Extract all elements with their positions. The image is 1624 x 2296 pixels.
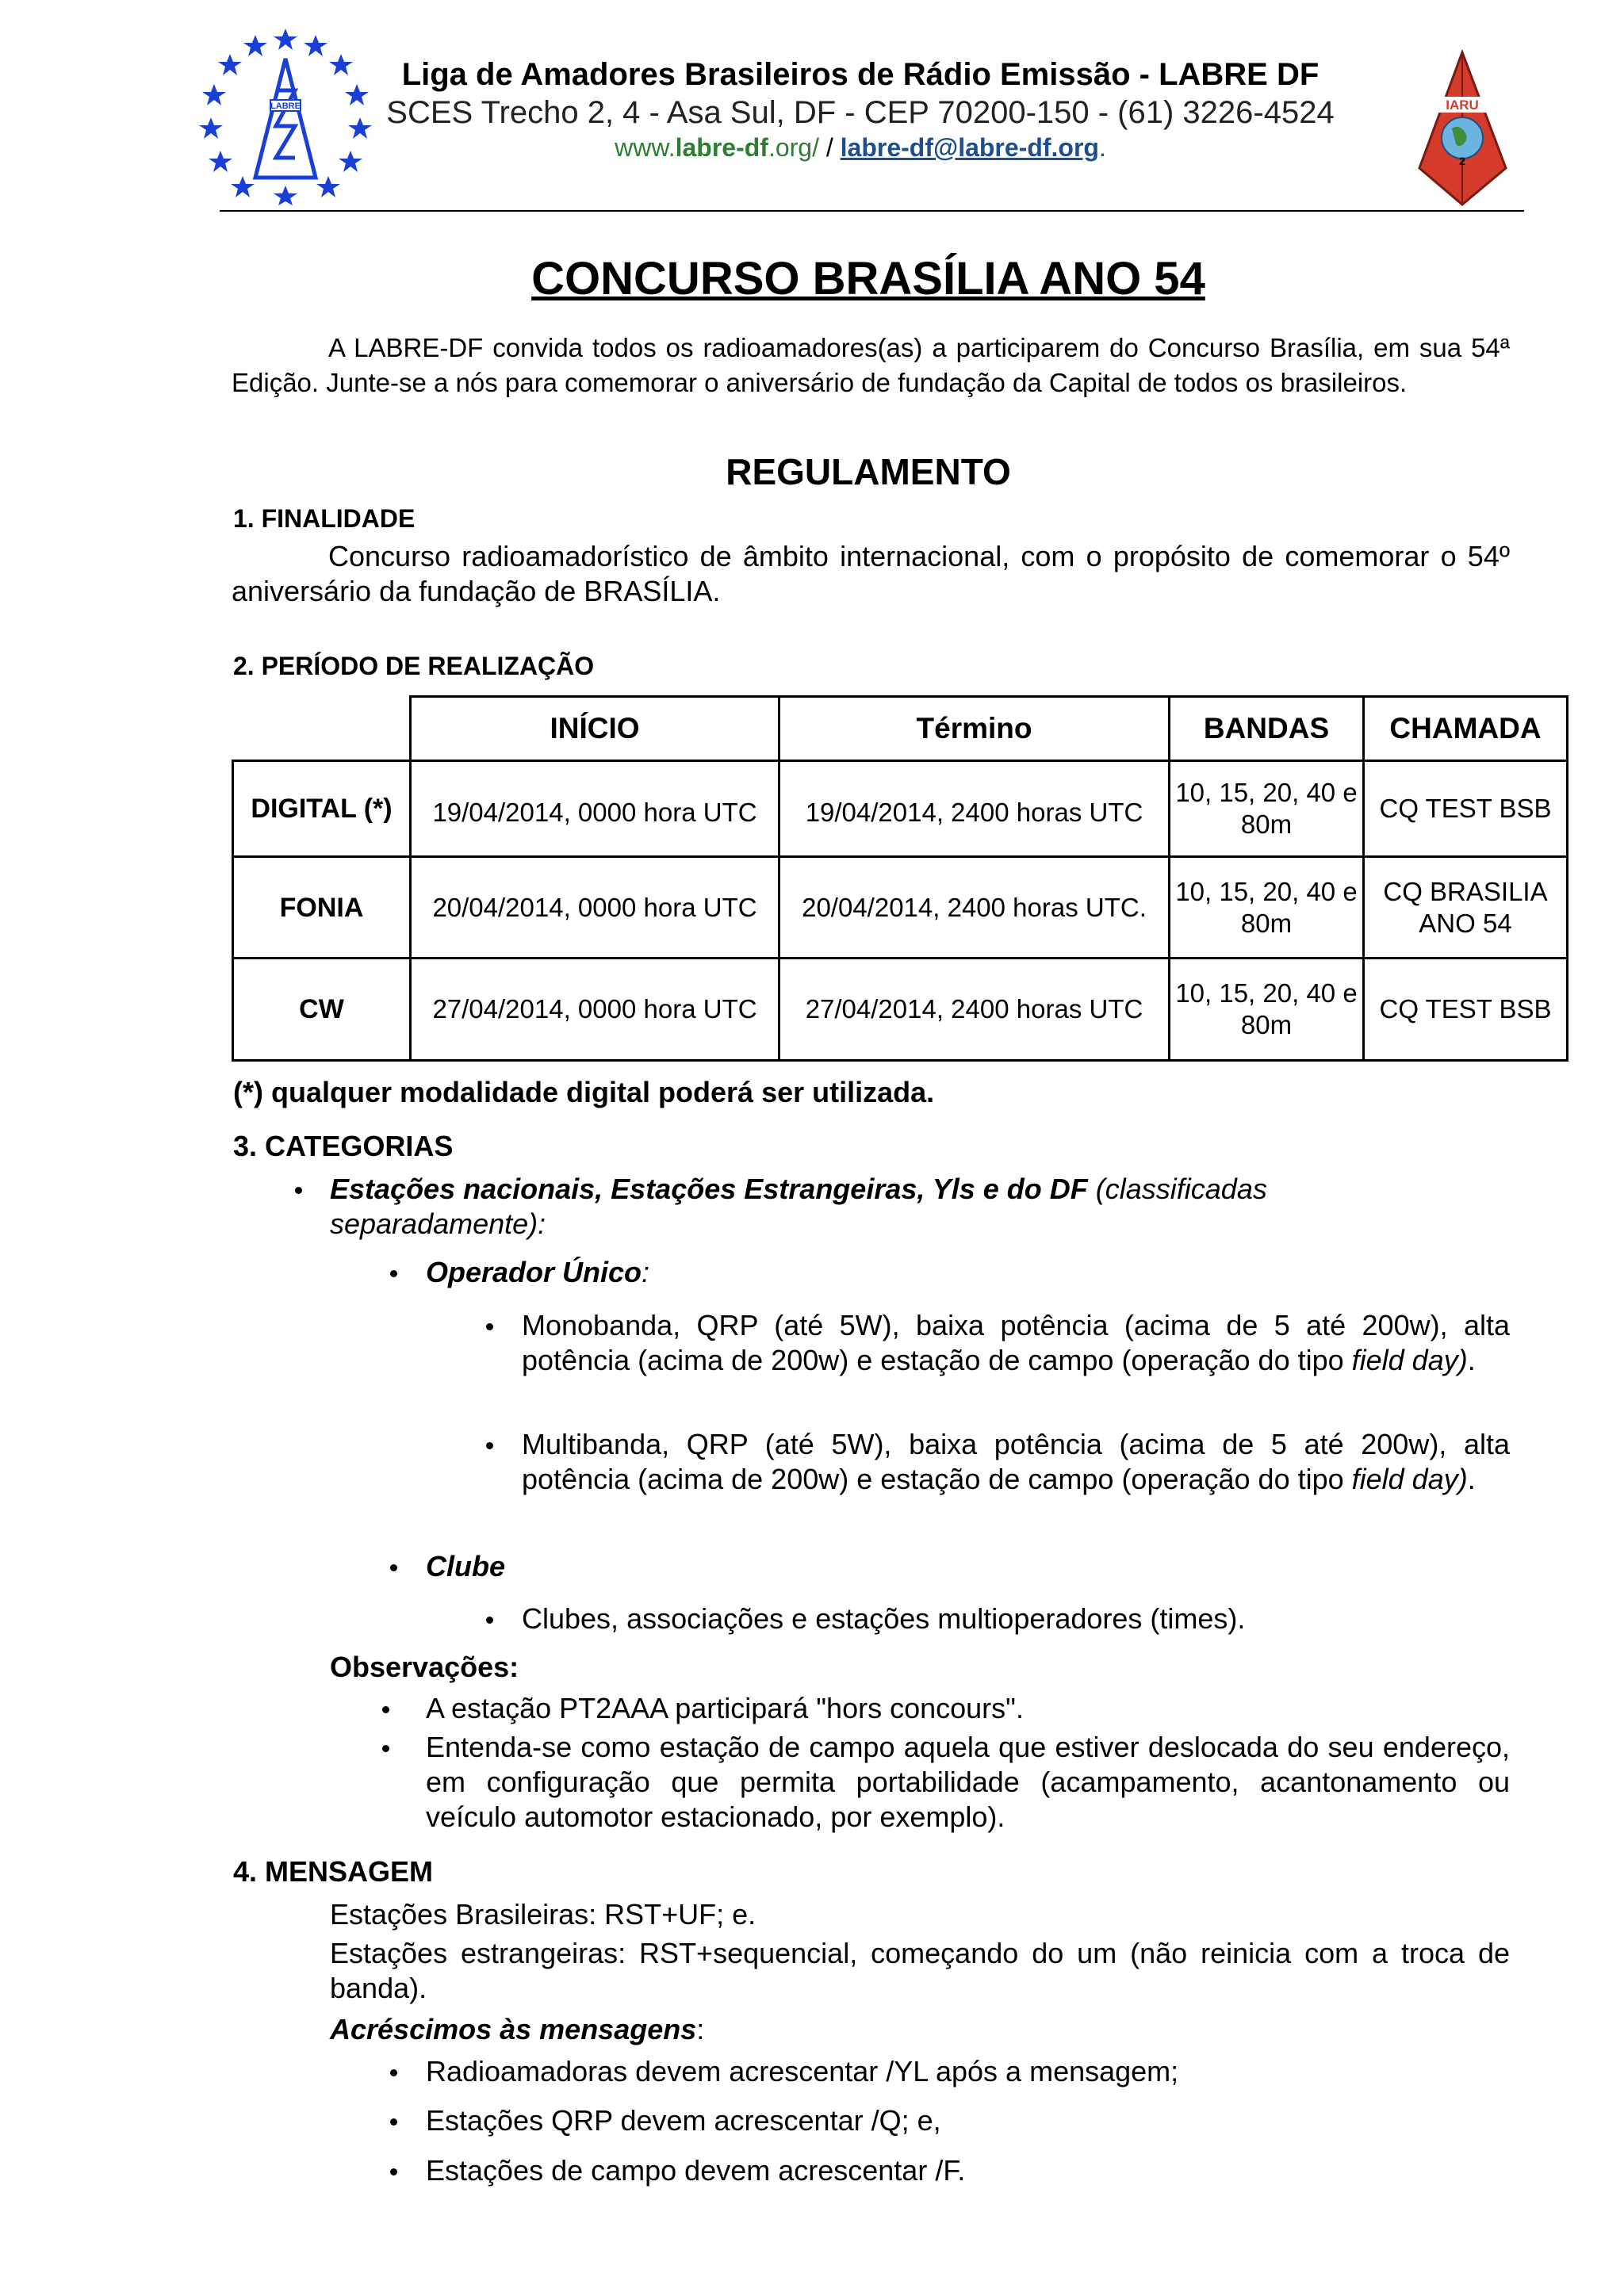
table-row — [233, 857, 1568, 959]
org-name: Liga de Amadores Brasileiros de Rádio Emissão - LABRE DF — [401, 57, 1320, 92]
mode-cell: DIGITAL (*) — [233, 761, 411, 857]
end-cell: 20/04/2014, 2400 horas UTC. — [779, 857, 1170, 959]
club-detail-item: Clubes, associações e estações multioperadores (times). — [522, 1602, 1246, 1635]
single-operator-item: Operador Único: — [426, 1256, 650, 1288]
addition-item: Radioamadoras devem acrescentar /YL após a mensagem; — [426, 2055, 1179, 2087]
monoband-item: Monobanda, QRP (até 5W), baixa potência (acima de 5 até 200w), alta potência (acima de 200w) e estação de campo (operação do tipo field day). — [522, 1309, 1510, 1376]
col-header-termino: Término — [779, 697, 1170, 761]
additions-heading: Acréscimos às mensagens: — [330, 2013, 705, 2045]
section-3-heading: 3. CATEGORIAS — [233, 1130, 454, 1162]
bullet-icon — [390, 2118, 397, 2126]
table-row — [233, 761, 1568, 857]
bullet-icon — [295, 1187, 302, 1194]
svg-text:2: 2 — [1459, 155, 1465, 167]
call-cell: CQ TEST BSB — [1364, 959, 1568, 1061]
svg-text:LABRE: LABRE — [270, 101, 301, 111]
bands-cell: 10, 15, 20, 40 e 80m — [1170, 959, 1364, 1061]
message-foreign: Estações estrangeiras: RST+sequencial, começando do um (não reinicia com a troca de banda). — [330, 1937, 1510, 2004]
mode-cell: CW — [233, 959, 411, 1061]
bullet-icon — [382, 1745, 389, 1752]
intro-paragraph: A LABRE-DF convida todos os radioamadores(as) a participarem do Concurso Brasília, em sua 54ª Edição. Junte-se a nós para comemorar o aniversário de fundação da Capital de todos os brasileiros. — [232, 333, 1510, 397]
email-link[interactable]: labre-df@labre-df.org — [840, 133, 1099, 162]
bullet-icon — [390, 2069, 397, 2076]
section-2-heading: 2. PERÍODO DE REALIZAÇÃO — [233, 652, 595, 680]
regulamento-title: REGULAMENTO — [726, 451, 1011, 492]
document-title: CONCURSO BRASÍLIA ANO 54 — [531, 253, 1205, 304]
bullet-icon — [390, 1564, 397, 1571]
table-row — [233, 959, 1568, 1061]
end-cell: 27/04/2014, 2400 horas UTC — [779, 959, 1170, 1061]
section-1-text: Concurso radioamadorístico de âmbito internacional, com o propósito de comemorar o 54º aniversário da fundação de BRASÍLIA. — [232, 540, 1510, 607]
observation-item: Entenda-se como estação de campo aquela que estiver deslocada do seu endereço, em configuração que permita portabilidade (acampamento, acantonamento ou veículo automotor estacionado, por exemplo). — [426, 1731, 1510, 1833]
end-cell: 19/04/2014, 2400 horas UTC — [779, 761, 1170, 857]
start-cell: 20/04/2014, 0000 hora UTC — [411, 857, 779, 959]
section-4-heading: 4. MENSAGEM — [233, 1855, 434, 1888]
message-brazilian: Estações Brasileiras: RST+UF; e. — [330, 1898, 756, 1931]
start-cell: 19/04/2014, 0000 hora UTC — [411, 761, 779, 857]
addition-item: Estações de campo devem acrescentar /F. — [426, 2154, 966, 2187]
bands-cell: 10, 15, 20, 40 e 80m — [1170, 761, 1364, 857]
bullet-icon — [486, 1442, 493, 1449]
multiband-item: Multibanda, QRP (até 5W), baixa potência (acima de 5 até 200w), alta potência (acima de 200w) e estação de campo (operação do tipo field day). — [522, 1428, 1510, 1495]
category-item: Estações nacionais, Estações Estrangeiras, Yls e do DF (classificadas separadamente): — [330, 1173, 1267, 1240]
bullet-icon — [486, 1323, 493, 1330]
addition-item: Estações QRP devem acrescentar /Q; e, — [426, 2104, 941, 2137]
section-1-heading: 1. FINALIDADE — [233, 504, 416, 533]
bands-cell: 10, 15, 20, 40 e 80m — [1170, 857, 1364, 959]
observation-item: A estação PT2AAA participará "hors concours". — [426, 1692, 1024, 1724]
bullet-icon — [382, 1706, 389, 1713]
col-header-chamada: CHAMADA — [1364, 697, 1568, 761]
mode-cell: FONIA — [233, 857, 411, 959]
bullet-icon — [390, 2168, 397, 2175]
observations-heading: Observações: — [330, 1651, 519, 1683]
col-header-bandas: BANDAS — [1170, 697, 1364, 761]
org-web-line: www.labre-df.org/ / labre-df@labre-df.org. — [615, 133, 1106, 162]
call-cell: CQ BRASILIA ANO 54 — [1364, 857, 1568, 959]
period-table — [232, 695, 1568, 1062]
col-header-inicio: INÍCIO — [411, 697, 779, 761]
header-divider — [220, 210, 1524, 212]
bullet-icon — [390, 1270, 397, 1277]
bullet-icon — [486, 1617, 493, 1624]
digital-note: (*) qualquer modalidade digital poderá ser utilizada. — [233, 1076, 935, 1108]
start-cell: 27/04/2014, 0000 hora UTC — [411, 959, 779, 1061]
svg-text:IARU: IARU — [1446, 98, 1479, 113]
call-cell: CQ TEST BSB — [1364, 761, 1568, 857]
org-address: SCES Trecho 2, 4 - Asa Sul, DF - CEP 70200-150 - (61) 3226-4524 — [386, 95, 1335, 130]
club-item: Clube — [426, 1550, 506, 1582]
table-corner — [233, 697, 411, 761]
website-link[interactable]: www.labre-df.org/ — [615, 133, 819, 162]
